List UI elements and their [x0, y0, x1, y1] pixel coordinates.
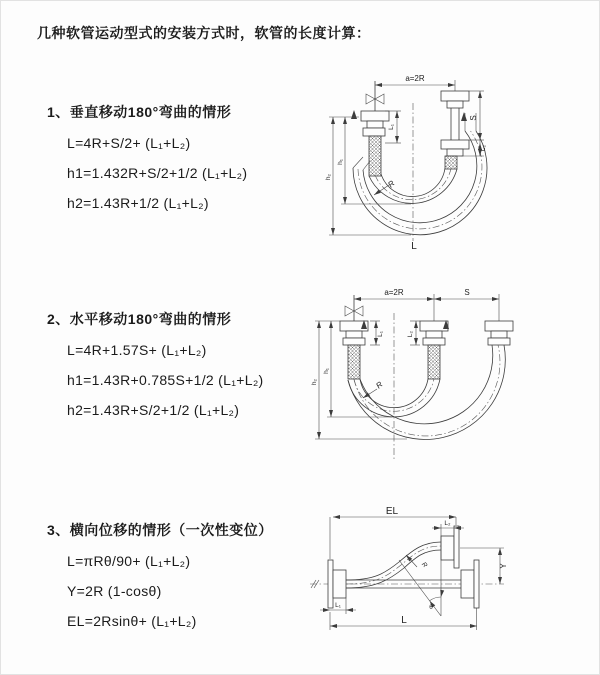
dim-label-l2: L₂: [407, 330, 414, 338]
formula-h1: h1=1.432R+S/2+1/2 (L₁+L₂): [67, 165, 248, 181]
dim-label-l: L: [401, 615, 407, 626]
formula-L: L=πRθ/90+ (L₁+L₂): [67, 553, 191, 569]
dim-label-l: L: [411, 241, 417, 252]
formula-h2: h2=1.43R+1/2 (L₁+L₂): [67, 195, 209, 211]
dim-label-a2r: a=2R: [384, 288, 404, 297]
section-heading: 2、水平移动180°弯曲的情形: [47, 311, 232, 327]
dim-label-r: R: [419, 560, 429, 570]
dim-label-l1: L₁: [335, 602, 341, 609]
dim-label-l1: L₁: [377, 331, 384, 337]
diagram-horizontal-180-bend: [307, 281, 592, 466]
section-vertical-180: [47, 102, 247, 218]
left-fitting: [361, 111, 389, 176]
page-title: 几种软管运动型式的安装方式时，软管的长度计算：: [37, 25, 371, 41]
middle-fitting: [420, 321, 448, 379]
right-flange: [461, 560, 479, 608]
left-fitting: [340, 321, 368, 379]
dim-label-a2r: a=2R: [405, 74, 425, 83]
dim-label-theta: θ: [429, 604, 433, 611]
displaced-flange: [441, 526, 459, 568]
dim-label-h1: h₁: [323, 368, 330, 374]
section-lateral-displacement: [47, 520, 273, 636]
dim-label-h1: h₁: [337, 159, 344, 165]
section-heading: 1、垂直移动180°弯曲的情形: [47, 104, 232, 120]
dim-label-r: R: [386, 178, 397, 190]
formula-L: L=4R+1.57S+ (L₁+L₂): [67, 342, 207, 358]
dim-label-s: S: [464, 288, 470, 297]
dim-label-y: Y: [499, 563, 508, 569]
formula-h1: h1=1.43R+0.785S+1/2 (L₁+L₂): [67, 372, 264, 388]
dim-label-l2: L₂: [444, 520, 451, 527]
formula-EL: EL=2Rsinθ+ (L₁+L₂): [67, 613, 197, 629]
diagram-vertical-180-bend: [313, 65, 583, 257]
dim-label-el: EL: [385, 506, 399, 517]
dim-label-l1: L₁: [388, 124, 395, 130]
dim-label-l2: L₂: [480, 144, 487, 152]
moved-fitting: [485, 321, 513, 345]
formula-Y: Y=2R (1-cosθ): [67, 583, 162, 599]
dim-label-r: R: [374, 379, 385, 391]
diagram-lateral-displacement: [304, 504, 519, 662]
section-horizontal-180: [47, 309, 264, 425]
section-heading: 3、横向位移的情形（一次性变位）: [47, 522, 273, 538]
dim-label-s: S: [469, 115, 478, 121]
dim-label-h2: h₂: [325, 173, 332, 181]
formula-h2: h2=1.43R+S/2+1/2 (L₁+L₂): [67, 402, 240, 418]
dim-label-h2: h₂: [311, 378, 318, 386]
formula-L: L=4R+S/2+ (L₁+L₂): [67, 135, 191, 151]
left-flange: [328, 560, 346, 608]
